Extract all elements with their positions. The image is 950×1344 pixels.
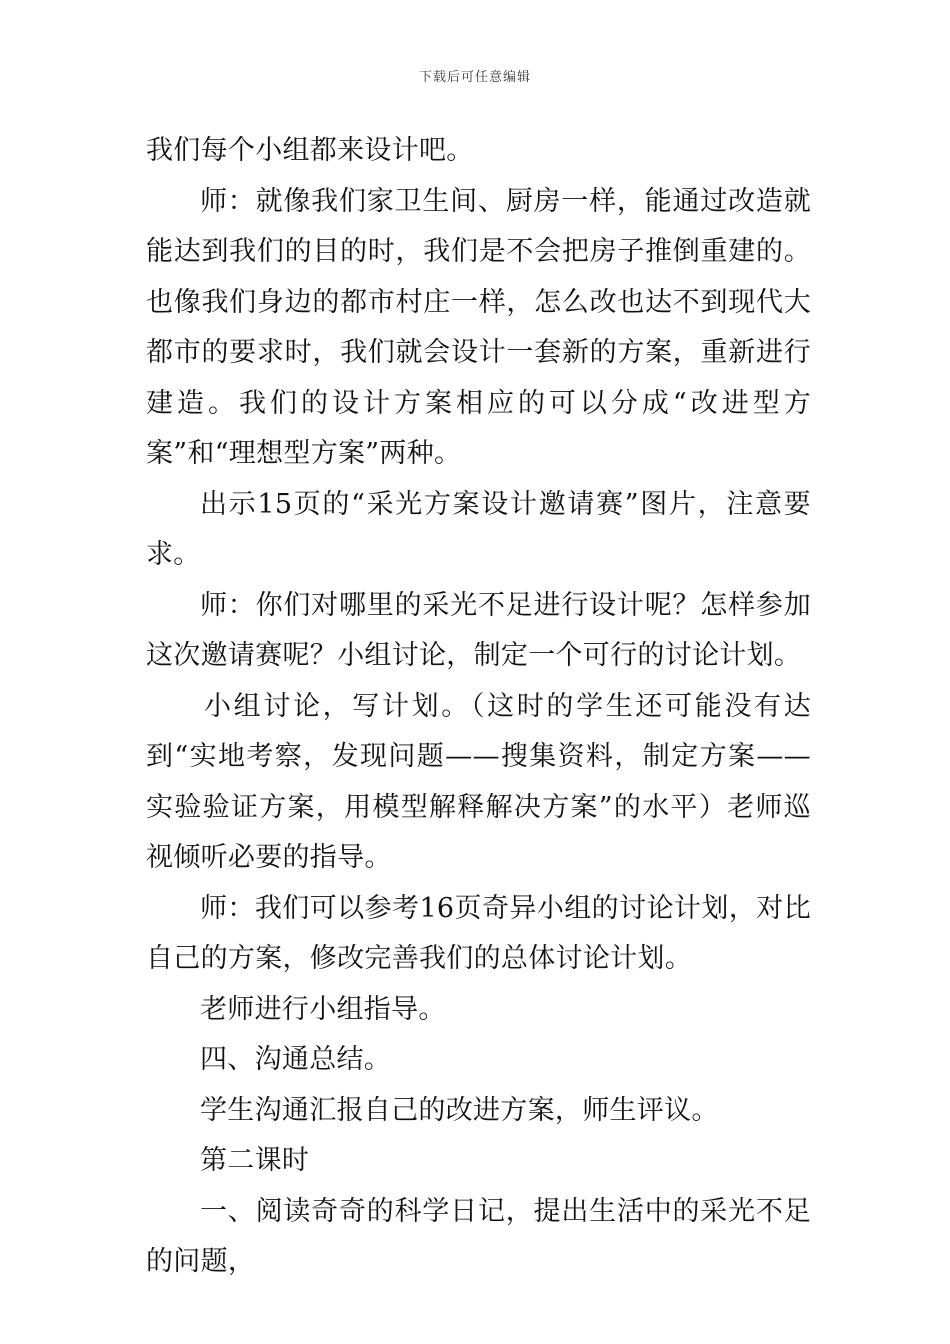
lesson-heading-2: 第二课时: [200, 1145, 310, 1176]
paragraph-2: 师：就像我们家卫生间、厨房一样，能通过改造就能达到我们的目的时，我们是不会把房子推倒重建的。也像我们身边的都市村庄一样，怎么改也达不到现代大都市的要求时，我们就会设计一套新的方案，重新进行建造。我们的设计方案相应的可以分成“改进型方案”和“理想型方案”两种。: [146, 185, 811, 469]
paragraph-1: 我们每个小组都来设计吧。: [146, 135, 474, 166]
paragraph-7: 老师进行小组指导。: [200, 993, 446, 1025]
paragraph-6: 师：我们可以参考16页奇异小组的讨论计划，对比自己的方案，修改完善我们的总体讨论计划。: [146, 892, 811, 974]
section-heading-4: 四、沟通总结。: [200, 1044, 392, 1075]
paragraph-9: 学生沟通汇报自己的改进方案，师生评议。: [200, 1094, 719, 1126]
document-body: [146, 126, 811, 1288]
paragraph-5: 小组讨论，写计划。（这时的学生还可能没有达到“实地考察，发现问题——搜集资料，制定方案——实验验证方案，用模型解释解决方案”的水平）老师巡视倾听必要的指导。: [146, 690, 811, 873]
page-header: 下载后可任意编辑: [418, 70, 531, 85]
paragraph-3: 出示15页的“采光方案设计邀请赛”图片，注意要求。: [146, 488, 811, 570]
section-heading-1: 一、阅读奇奇的科学日记，提出生活中的采光不足的问题，: [146, 1195, 811, 1277]
paragraph-4: 师：你们对哪里的采光不足进行设计呢？怎样参加这次邀请赛呢？小组讨论，制定一个可行的讨论计划。: [146, 589, 811, 671]
